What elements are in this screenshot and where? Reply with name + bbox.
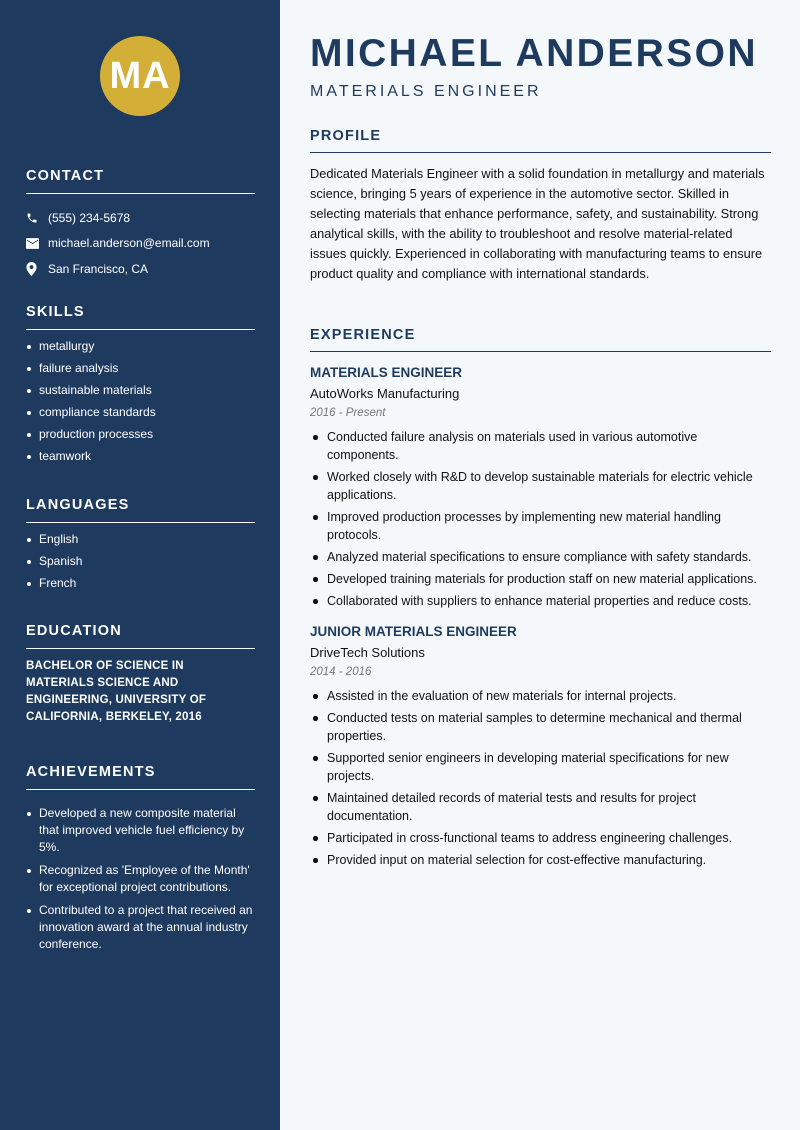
skill-item: production processes xyxy=(26,426,255,443)
profile-section xyxy=(310,128,771,284)
languages-list xyxy=(26,531,255,592)
job-company: DriveTech Solutions xyxy=(310,645,425,660)
skill-item: teamwork xyxy=(26,448,255,465)
sidebar xyxy=(0,0,280,1130)
languages-title: LANGUAGES xyxy=(26,497,255,523)
contact-phone-text: (555) 234-5678 xyxy=(48,210,131,225)
job-bullet: Improved production processes by implementing new material handling protocols. xyxy=(310,508,771,544)
profile-title: PROFILE xyxy=(310,128,771,153)
achievement-item: Developed a new composite material that improved vehicle fuel efficiency by 5%. xyxy=(26,805,255,856)
contact-email[interactable] xyxy=(26,231,255,257)
job-title: JUNIOR MATERIALS ENGINEER xyxy=(310,624,517,639)
job-bullet: Collaborated with suppliers to enhance material properties and reduce costs. xyxy=(310,592,771,610)
contact-email-text: michael.anderson@email.com xyxy=(48,236,210,251)
avatar: MA xyxy=(100,36,180,116)
skill-item: sustainable materials xyxy=(26,382,255,399)
job-bullets xyxy=(310,687,771,869)
achievements-section xyxy=(26,764,255,959)
job-role: MATERIALS ENGINEER xyxy=(310,83,542,100)
experience-title: EXPERIENCE xyxy=(310,327,771,352)
achievements-title: ACHIEVEMENTS xyxy=(26,764,255,790)
job-bullet: Supported senior engineers in developing material specifications for new projects. xyxy=(310,749,771,785)
skills-list xyxy=(26,338,255,465)
contact-location xyxy=(26,256,255,282)
skills-title: SKILLS xyxy=(26,304,255,330)
job-entry xyxy=(310,624,771,869)
education-degree: BACHELOR OF SCIENCE IN MATERIALS SCIENCE AND ENGINEERING, UNIVERSITY OF CALIFORNIA, BERKELEY, 2016 xyxy=(26,660,207,723)
job-dates: 2016 - Present xyxy=(310,407,386,419)
job-bullet: Maintained detailed records of material tests and results for project documentation. xyxy=(310,789,771,825)
achievement-item: Recognized as 'Employee of the Month' for exceptional project contributions. xyxy=(26,862,255,896)
job-entry xyxy=(310,365,771,610)
contact-list xyxy=(26,205,255,282)
job-bullet: Participated in cross-functional teams to address engineering challenges. xyxy=(310,829,771,847)
job-bullet: Assisted in the evaluation of new materials for internal projects. xyxy=(310,687,771,705)
profile-text: Dedicated Materials Engineer with a solid foundation in metallurgy and materials science, bringing 5 years of experience in the automotive sector. Skilled in selecting materials that enhance performance, safety, and sustainability. Strong analytical skills, with the ability to troubleshoot and resolve material-related issues quickly. Experienced in collaborating with manufacturing teams to ensure product quality and compliance with international standards. xyxy=(310,166,765,281)
language-item: Spanish xyxy=(26,553,255,570)
education-title: EDUCATION xyxy=(26,623,255,649)
experience-section xyxy=(310,327,771,873)
job-title: MATERIALS ENGINEER xyxy=(310,365,463,380)
job-bullet: Provided input on material selection for cost-effective manufacturing. xyxy=(310,851,771,869)
skill-item: failure analysis xyxy=(26,360,255,377)
page-title: MICHAEL ANDERSON xyxy=(310,32,758,75)
job-company: AutoWorks Manufacturing xyxy=(310,386,460,401)
skill-item: compliance standards xyxy=(26,404,255,421)
email-icon xyxy=(26,238,48,249)
location-pin-icon xyxy=(26,262,48,276)
job-bullet: Conducted failure analysis on materials used in various automotive components. xyxy=(310,428,771,464)
contact-title: CONTACT xyxy=(26,168,255,194)
contact-section xyxy=(26,168,255,282)
job-bullet: Analyzed material specifications to ensure compliance with safety standards. xyxy=(310,548,771,566)
job-bullet: Developed training materials for production staff on new material applications. xyxy=(310,570,771,588)
phone-icon xyxy=(26,212,48,224)
contact-location-text: San Francisco, CA xyxy=(48,261,149,276)
job-bullets xyxy=(310,428,771,610)
job-dates: 2014 - 2016 xyxy=(310,666,372,678)
skill-item: metallurgy xyxy=(26,338,255,355)
achievement-item: Contributed to a project that received an innovation award at the annual industry conference. xyxy=(26,902,255,953)
language-item: French xyxy=(26,575,255,592)
education-section xyxy=(26,623,255,726)
job-bullet: Conducted tests on material samples to determine mechanical and thermal properties. xyxy=(310,709,771,745)
job-bullet: Worked closely with R&D to develop sustainable materials for electric vehicle applications. xyxy=(310,468,771,504)
language-item: English xyxy=(26,531,255,548)
achievements-list xyxy=(26,805,255,953)
languages-section xyxy=(26,497,255,597)
skills-section xyxy=(26,304,255,470)
contact-phone[interactable] xyxy=(26,205,255,231)
